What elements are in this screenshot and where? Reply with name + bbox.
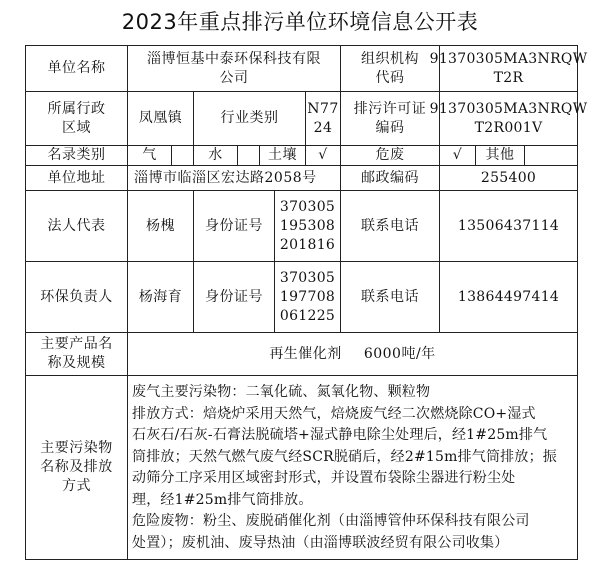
category-soil: 土壤 — [259, 145, 306, 166]
env-phone-label: 联系电话 — [340, 261, 440, 333]
legal-phone-value: 13506437114 — [439, 190, 578, 262]
pollutant-line: 处置）；废机油、废导热油（由淄博联波经贸有限公司收集） — [132, 534, 509, 551]
admin-area-label: 所属行政 区域 — [25, 91, 128, 146]
category-gas: 气 — [127, 145, 172, 166]
industry-label: 行业类别 — [193, 91, 306, 146]
category-water: 水 — [193, 145, 238, 166]
category-hazard-mark: √ — [439, 145, 476, 166]
pollutant-line: 危险废物：粉尘、废脱硝催化剂（由淄博管仲环保科技有限公司 — [132, 513, 530, 529]
category-soil-mark: √ — [305, 145, 341, 166]
pollutant-line: 动筛分工序采用区域密封形式，并设置布袋除尘器进行粉尘处 — [132, 470, 516, 486]
env-id-value: 370305 197708 061225 — [274, 261, 341, 333]
product-label: 主要产品名 称及规模 — [25, 332, 128, 376]
permit-value: 91370305MA3NRQW T2R001V — [439, 91, 578, 146]
address-label: 单位地址 — [25, 165, 128, 191]
product-value: 再生催化剂 6000吨/年 — [127, 332, 578, 376]
category-water-mark — [237, 145, 260, 166]
postal-code-value: 255400 — [439, 165, 578, 191]
legal-rep-label: 法人代表 — [25, 190, 128, 262]
pollutant-line: 排放方式：焙烧炉采用天然气，焙烧废气经二次燃烧除CO+湿式 — [132, 405, 536, 422]
list-category-label: 名录类别 — [25, 145, 128, 166]
env-manager-label: 环保负责人 — [25, 261, 128, 333]
env-phone-value: 13864497414 — [439, 261, 578, 333]
postal-code-label: 邮政编码 — [340, 165, 440, 191]
category-other-mark — [524, 145, 578, 166]
legal-id-value: 370305 195308 201816 — [274, 190, 341, 262]
category-other: 其他 — [475, 145, 525, 166]
legal-rep-name: 杨槐 — [127, 190, 194, 262]
org-code-value: 91370305MA3NRQW T2R — [439, 45, 578, 92]
pollutant-label: 主要污染物 名称及排放 方式 — [25, 375, 128, 560]
pollutant-line: 废气主要污染物：二氧化硫、氮氧化物、颗粒物 — [132, 384, 431, 400]
page-title: 2023年重点排污单位环境信息公开表 — [121, 10, 479, 34]
pollutant-description — [127, 375, 578, 560]
category-hazard: 危废 — [340, 145, 440, 166]
unit-name-label: 单位名称 — [25, 45, 128, 92]
pollutant-line: 石灰石/石灰-石膏法脱硫塔+湿式静电除尘处理后，经1#25m排气 — [132, 427, 548, 443]
env-id-label: 身份证号 — [193, 261, 275, 333]
industry-value: N77 24 — [305, 91, 341, 146]
pollutant-line: 理，经1#25m排气筒排放。 — [132, 491, 313, 508]
legal-phone-label: 联系电话 — [340, 190, 440, 262]
org-code-label: 组织机构 代码 — [340, 45, 440, 92]
admin-area-value: 凤凰镇 — [127, 91, 194, 146]
pollutant-line: 筒排放；天然气燃气废气经SCR脱硝后，经2#15m排气筒排放；振 — [132, 448, 557, 465]
legal-id-label: 身份证号 — [193, 190, 275, 262]
unit-name-value: 淄博恒基中泰环保科技有限 公司 — [127, 45, 341, 92]
permit-label: 排污许可证 编码 — [340, 91, 440, 146]
env-manager-name: 杨海育 — [127, 261, 194, 333]
address-value: 淄博市临淄区宏达路2058号 — [127, 165, 341, 191]
category-gas-mark — [171, 145, 194, 166]
